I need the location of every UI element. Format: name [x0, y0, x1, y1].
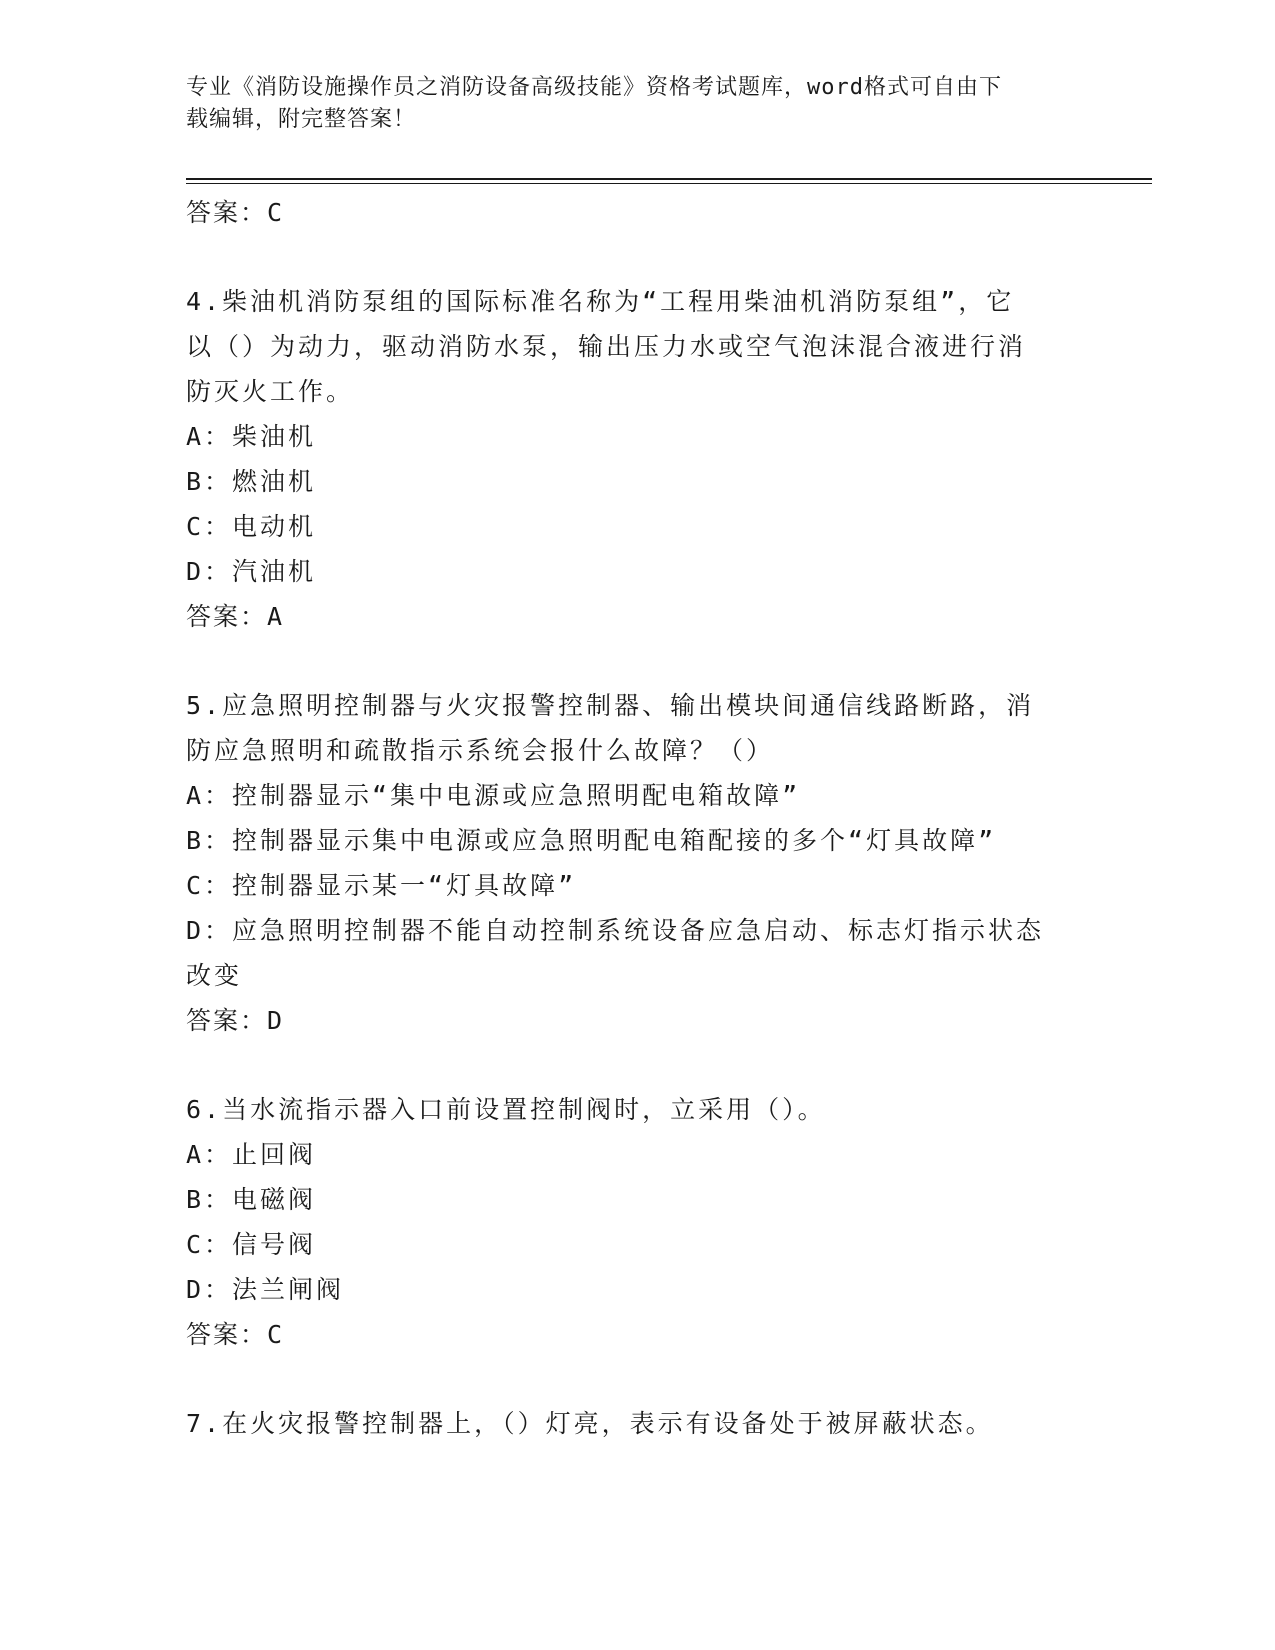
header-rule — [186, 178, 1152, 180]
option-d-continued: 改变 — [186, 961, 243, 990]
question-text: 以（）为动力，驱动消防水泵，输出压力水或空气泡沫混合液进行消 — [186, 332, 1027, 361]
answer: 答案：C — [186, 1320, 285, 1349]
answer: 答案：D — [186, 1006, 285, 1035]
question-7 — [186, 1401, 1076, 1446]
option-a: A：柴油机 — [186, 422, 317, 451]
option-a: A：控制器显示“集中电源或应急照明配电箱故障” — [186, 781, 801, 810]
header-rule-thin — [186, 183, 1152, 184]
option-b: B：电磁阀 — [186, 1185, 317, 1214]
question-text: 防灭火工作。 — [186, 377, 355, 406]
question-text: 防应急照明和疏散指示系统会报什么故障？（） — [186, 736, 775, 765]
header-line-1: 专业《消防设施操作员之消防设备高级技能》资格考试题库，word格式可自由下 — [186, 75, 1002, 100]
option-b: B：燃油机 — [186, 467, 317, 496]
question-text: 4.柴油机消防泵组的国际标准名称为“工程用柴油机消防泵组”，它 — [186, 287, 1015, 316]
question-list — [186, 190, 1076, 1446]
answer: 答案：A — [186, 602, 285, 631]
option-c: C：信号阀 — [186, 1230, 317, 1259]
option-c: C：控制器显示某一“灯具故障” — [186, 871, 577, 900]
question-6 — [186, 1087, 1076, 1357]
option-d: D：应急照明控制器不能自动控制系统设备应急启动、标志灯指示状态 — [186, 916, 1045, 945]
page-header — [186, 72, 1066, 136]
option-b: B：控制器显示集中电源或应急照明配电箱配接的多个“灯具故障” — [186, 826, 997, 855]
question-text: 6.当水流指示器入口前设置控制阀时，立采用（）。 — [186, 1095, 826, 1124]
option-a: A：止回阀 — [186, 1140, 317, 1169]
answer-q3: 答案：C — [186, 198, 285, 227]
question-4 — [186, 279, 1076, 639]
option-d: D：汽油机 — [186, 557, 317, 586]
question-text: 7.在火灾报警控制器上，（）灯亮，表示有设备处于被屏蔽状态。 — [186, 1409, 994, 1438]
option-c: C：电动机 — [186, 512, 317, 541]
question-text: 5.应急照明控制器与火灾报警控制器、输出模块间通信线路断路，消 — [186, 691, 1035, 720]
option-d: D：法兰闸阀 — [186, 1275, 345, 1304]
question-5 — [186, 683, 1076, 1043]
header-line-2: 载编辑，附完整答案！ — [186, 107, 417, 132]
